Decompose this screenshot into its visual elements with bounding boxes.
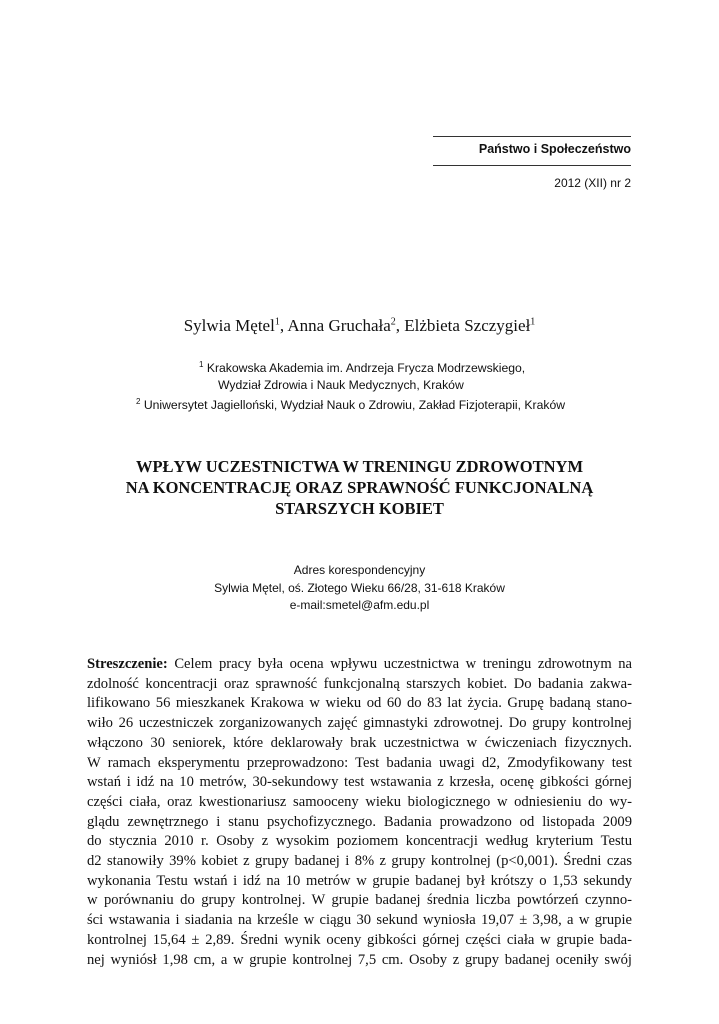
abstract-line: ści wstawania i siadania na krześle w ciągu 30 sekund wyniosła 19,07 ± 3,98, a w grupie [87,912,632,929]
affiliation-text: Krakowska Akademia im. Andrzeja Frycza Modrzewskiego, [206,361,526,376]
abstract-line: W ramach eksperymentu przeprowadzono: Test badania uwagi d2, Zmodyfikowany test [87,754,632,771]
author-affiliation-mark: 1 [530,316,536,328]
affiliation-text: Uniwersytet Jagielloński, Wydział Nauk o Zdrowiu, Zakład Fizjoterapii, Kraków [143,398,566,413]
author-affiliation-mark: 2 [390,316,396,328]
header-rule-bottom [433,165,631,166]
author-name: Sylwia Mętel [183,316,275,335]
abstract-line: d2 stanowiły 39% kobiet z grupy badanej i 8% z grupy kontrolnej (p<0,001). Średni czas [87,853,632,870]
affiliation-number: 1 [199,360,204,369]
abstract-line: wiło 26 uczestniczek zorganizowanych zajęć gimnastyki zdrowotnej. Do grupy kontrolnej [87,715,632,732]
correspondence-email: e-mail:smetel@afm.edu.pl [289,598,430,612]
affiliation-number: 2 [136,397,141,406]
abstract-line: lifikowano 56 mieszkanek Krakowa w wieku od 60 do 83 lat życia. Grupę badaną stano- [87,695,632,712]
author-name: Elżbieta Szczygieł [404,316,531,335]
abstract-line: kontrolnej 15,64 ± 2,89. Średni wynik oceny gibkości górnej części ciała w grupie bada- [87,931,632,948]
title-line: WPŁYW UCZESTNICTWA W TRENINGU ZDROWOTNYM [135,457,584,476]
author-list: Sylwia Mętel$^1$, Anna Gruchała$^2$, Elżbieta Szczygieł$^1$ [183,316,536,335]
abstract-label: Streszczenie: [87,656,168,672]
abstract-line: w porównaniu do grupy kontrolnej. W grupie badanej średnia liczba powtórzeń czynno- [87,892,632,909]
abstract-line: zdolność koncentracji oraz sprawność funkcjonalną starszych kobiet. Do badania zakwa- [87,675,632,692]
abstract [87,655,632,970]
abstract-line: do stycznia 2010 r. Osoby z wysokim poziomem koncentracji według kryterium Testu [87,833,632,850]
affiliation-2 [136,397,565,412]
abstract-line: glądu zewnętrznego i stanu psychofizycznego. Badania prowadzono od listopada 2009 [87,813,632,830]
title-line: NA KONCENTRACJĘ ORAZ SPRAWNOŚĆ FUNKCJONALNĄ [125,478,594,497]
correspondence-address: Sylwia Mętel, oś. Złotego Wieku 66/28, 31-618 Kraków [214,580,505,595]
abstract-line-text: Celem pracy była ocena wpływu uczestnictwa w treningu zdrowotnym na [167,656,632,672]
correspondence-label: Adres korespondencyjny [293,563,426,577]
journal-issue: 2012 (XII) nr 2 [554,176,631,190]
abstract-line: wstań i idź na 10 metrów, 30-sekundowy test wstawania z krzesła, ocenę gibkości górnej [87,774,632,791]
affiliation-1-line-2: Wydział Zdrowia i Nauk Medycznych, Kraków [218,378,464,392]
author-affiliation-mark: 1 [274,316,280,328]
abstract-line: wykonania Testu wstań i idź na 10 metrów w grupie badanej był krótszy o 1,53 sekundy [87,872,632,889]
journal-name: Państwo i Społeczeństwo [478,142,631,156]
author-name: Anna Gruchała [287,316,391,335]
abstract-line: części ciała, oraz kwestionariusz samooceny wieku biologicznego w odniesieniu do wy- [87,793,632,810]
abstract-line [87,655,632,675]
affiliation-1 [199,360,525,375]
title-line: STARSZYCH KOBIET [275,499,444,518]
header-rule-top [433,136,631,137]
abstract-line: włączono 30 seniorek, które deklarowały brak uczestnictwa w ćwiczeniach fizycznych. [87,734,632,751]
correspondence-block [0,562,719,615]
paper-title [0,456,719,519]
abstract-line: nej wyniósł 1,98 cm, a w grupie kontrolnej 7,5 cm. Osoby z grupy badanej oceniły swój [87,951,632,968]
